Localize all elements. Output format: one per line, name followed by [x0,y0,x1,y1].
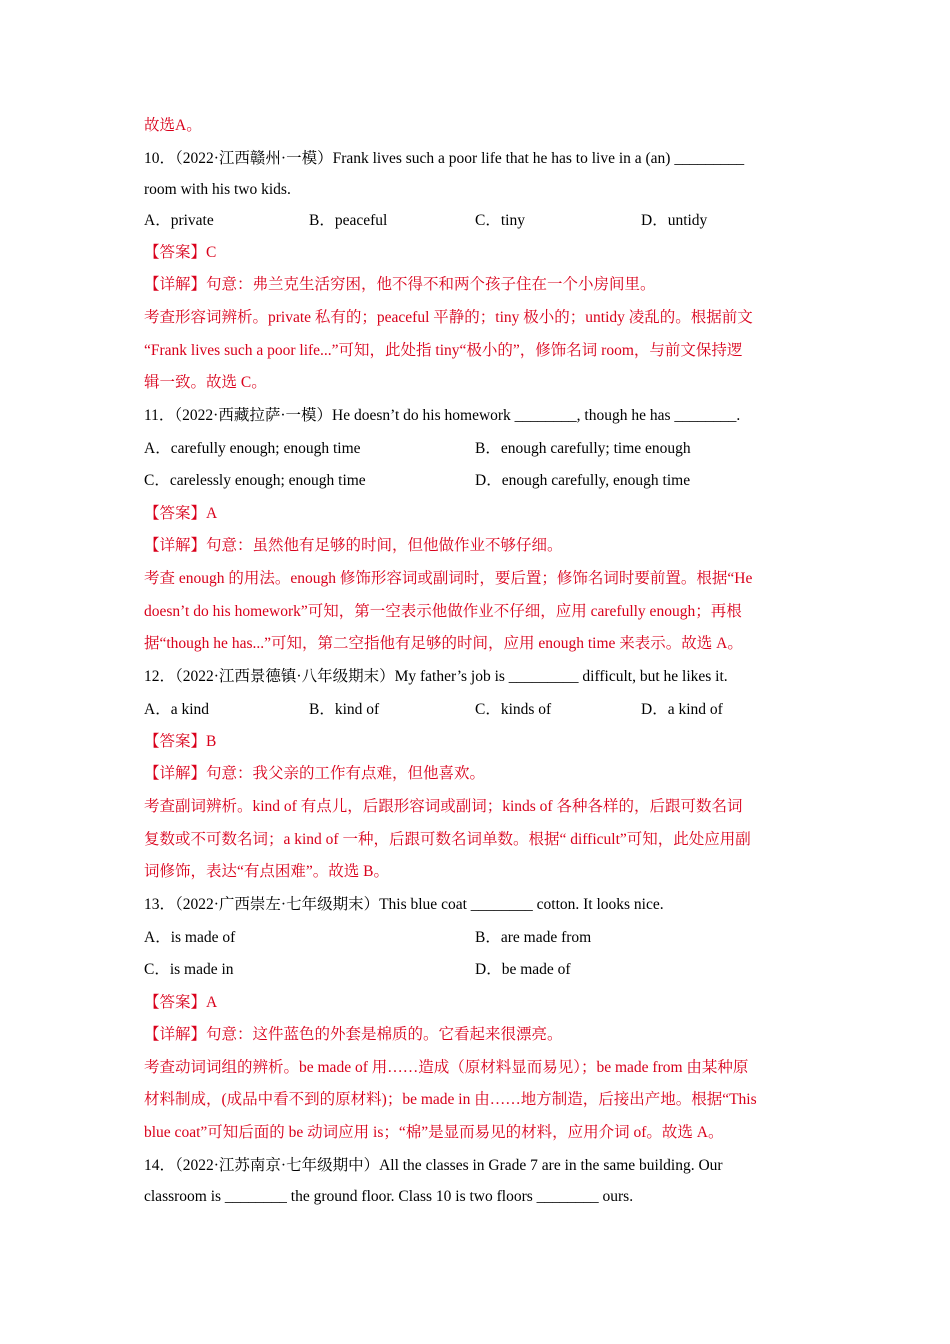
option-a: A．carefully enough; enough time [144,440,361,457]
options-row [144,694,844,726]
options-row [144,205,844,237]
options-row [144,922,844,954]
explanation-line: “Frank lives such a poor life...”可知，此处指 tiny“极小的”，修饰名词 room，与前文保持逻 [144,342,743,359]
options-row [144,433,844,465]
option-c: C．kinds of [475,701,552,718]
option-c: C．tiny [475,212,525,229]
explanation-line: 【详解】句意：弗兰克生活穷困，他不得不和两个孩子住在一个小房间里。 [144,276,656,293]
option-c: C．carelessly enough; enough time [144,472,366,489]
question-stem: classroom is ________ the ground floor. Class 10 is two floors ________ ours. [144,1188,634,1205]
option-a: A．is made of [144,929,236,946]
question-stem: 11．（2022·西藏拉萨·一模）He doesn’t do his homework ________, though he has ________. [144,407,741,424]
explanation-line: 材料制成，(成品中看不到的原材料)；be made in 由……地方制造，后接出产地。根据“This [144,1091,757,1108]
previous-conclusion: 故选A。 [144,117,202,134]
option-b: B．enough carefully; time enough [475,440,691,457]
question-stem: 10．（2022·江西赣州·一模）Frank lives such a poor life that he has to live in a (an) _________ [144,150,745,167]
option-c: C．is made in [144,961,234,978]
option-b: B．kind of [309,701,380,718]
answer: 【答案】C [144,244,217,261]
explanation-line: 【详解】句意：虽然他有足够的时间，但他做作业不够仔细。 [144,537,563,554]
explanation-line: 复数或不可数名词；a kind of 一种，后跟可数名词单数。根据“ difficult”可知，此处应用副 [144,831,751,848]
explanation-line: 辑一致。故选 C。 [144,374,267,391]
explanation-line: 考查 enough 的用法。enough 修饰形容词或副词时，要后置；修饰名词时要前置。根据“He [144,570,753,587]
options-row [144,954,844,986]
explanation-line: 词修饰，表达“有点困难”。故选 B。 [144,863,389,880]
option-a: A．private [144,212,214,229]
answer: 【答案】A [144,505,218,522]
explanation-line: 考查副词辨析。kind of 有点儿，后跟形容词或副词；kinds of 各种各样的，后跟可数名词 [144,798,743,815]
option-b: B．are made from [475,929,592,946]
options-row [144,465,844,497]
option-d: D．be made of [475,961,571,978]
question-stem: room with his two kids. [144,181,291,198]
explanation-line: doesn’t do his homework”可知，第一空表示他做作业不仔细，应用 carefully enough；再根 [144,603,742,620]
explanation-line: blue coat”可知后面的 be 动词应用 is；“棉”是显而易见的材料，应用介词 of。故选 A。 [144,1124,724,1141]
explanation-line: 【详解】句意：这件蓝色的外套是棉质的。它看起来很漂亮。 [144,1026,563,1043]
explanation-line: 考查动词词组的辨析。be made of 用……造成（原材料显而易见）；be made from 由某种原 [144,1059,749,1076]
question-stem: 14．（2022·江苏南京·七年级期中）All the classes in Grade 7 are in the same building. Our [144,1157,723,1174]
question-stem: 13．（2022·广西崇左·七年级期末）This blue coat ________ cotton. It looks nice. [144,896,664,913]
option-d: D．a kind of [641,701,723,718]
explanation-line: 据“though he has...”可知，第二空指他有足够的时间，应用 enough time 来表示。故选 A。 [144,635,743,652]
option-d: D．enough carefully, enough time [475,472,691,489]
explanation-line: 【详解】句意：我父亲的工作有点难，但他喜欢。 [144,765,486,782]
question-stem: 12．（2022·江西景德镇·八年级期末）My father’s job is _________ difficult, but he likes it. [144,668,728,685]
explanation-line: 考查形容词辨析。private 私有的；peaceful 平静的；tiny 极小的；untidy 凌乱的。根据前文 [144,309,753,326]
option-d: D．untidy [641,212,708,229]
answer: 【答案】A [144,994,218,1011]
option-a: A．a kind [144,701,210,718]
answer: 【答案】B [144,733,217,750]
option-b: B．peaceful [309,212,388,229]
